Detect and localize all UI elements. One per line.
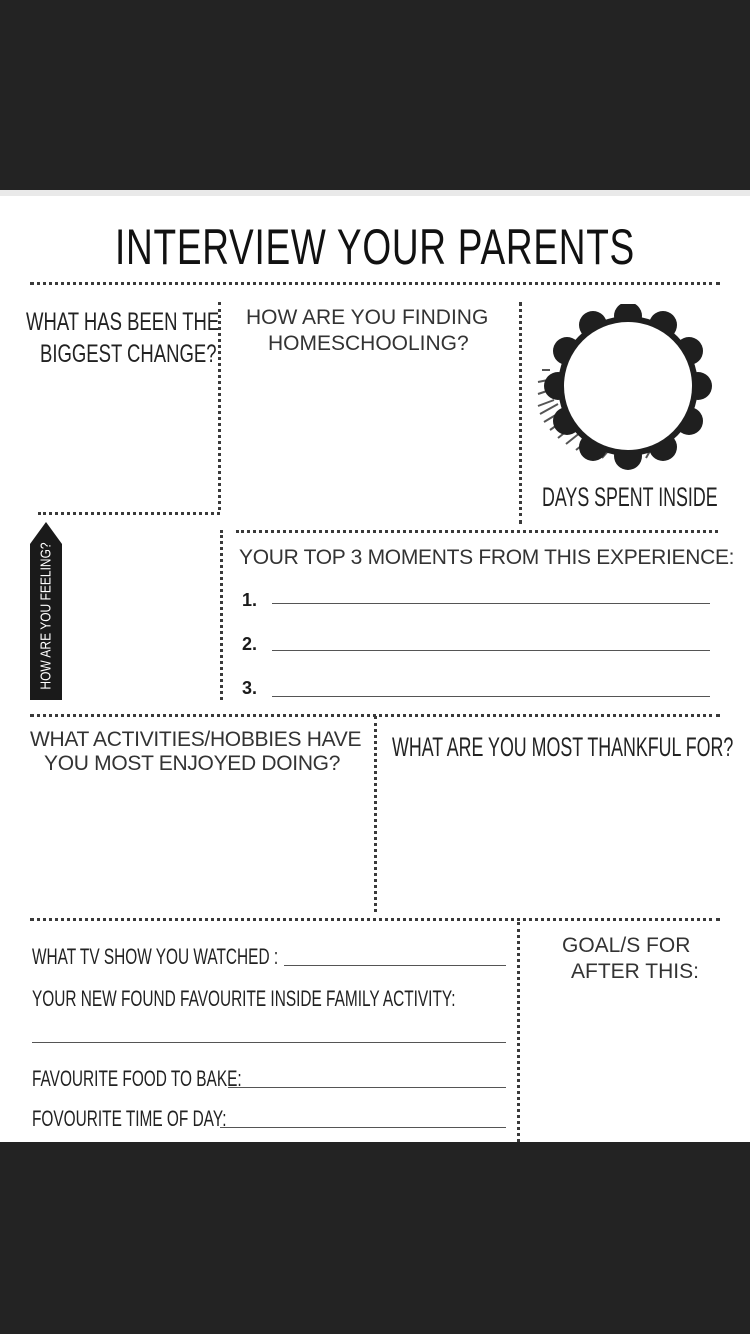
goals-line1: GOAL/S FOR: [562, 934, 691, 957]
moment-number-3: 3.: [242, 678, 258, 698]
time-of-day-label: FOVOURITE TIME OF DAY:: [32, 1106, 227, 1131]
days-counter-badge-icon: [532, 304, 716, 480]
moment-number-1: 1.: [242, 590, 258, 610]
homeschooling-line1: HOW ARE YOU FINDING: [246, 306, 489, 329]
moment-line-3[interactable]: [272, 696, 710, 697]
divider-h-moments: [236, 530, 718, 533]
moment-number-2: 2.: [242, 634, 258, 654]
top-moments-heading: YOUR TOP 3 MOMENTS FROM THIS EXPERIENCE:: [239, 546, 735, 569]
sheet-top-edge: [0, 190, 750, 196]
divider-v2: [519, 302, 522, 524]
divider-h-bottom: [30, 918, 720, 921]
family-activity-label: YOUR NEW FOUND FAVOURITE INSIDE FAMILY ACTIVITY:: [32, 986, 456, 1011]
activities-line1: WHAT ACTIVITIES/HOBBIES HAVE: [30, 728, 362, 751]
activities-line2: YOU MOST ENJOYED DOING?: [44, 752, 341, 775]
family-activity-line[interactable]: [32, 1042, 506, 1043]
biggest-change-line1: WHAT HAS BEEN THE: [26, 308, 220, 336]
days-spent-inside-label: DAYS SPENT INSIDE: [542, 482, 718, 512]
divider-v5: [517, 922, 520, 1142]
homeschooling-line2: HOMESCHOOLING?: [268, 332, 469, 355]
time-of-day-line[interactable]: [220, 1127, 506, 1128]
worksheet: [0, 190, 750, 1142]
biggest-change-line2: BIGGEST CHANGE?: [40, 340, 217, 368]
food-bake-line[interactable]: [228, 1087, 506, 1088]
divider-v1: [218, 302, 221, 510]
tv-show-label: WHAT TV SHOW YOU WATCHED :: [32, 944, 279, 969]
thankful-label: WHAT ARE YOU MOST THANKFUL FOR?: [392, 732, 734, 762]
page-title: INTERVIEW YOUR PARENTS: [115, 219, 635, 275]
moment-line-2[interactable]: [272, 650, 710, 651]
moment-line-1[interactable]: [272, 603, 710, 604]
title-divider: [30, 282, 720, 285]
food-bake-label: FAVOURITE FOOD TO BAKE:: [32, 1066, 242, 1091]
divider-v4: [374, 716, 377, 912]
feeling-label: HOW ARE YOU FEELING?: [37, 542, 55, 690]
divider-h-left: [38, 512, 220, 515]
top-dark-band: [0, 0, 750, 190]
bottom-dark-band: [0, 1142, 750, 1334]
divider-v3: [220, 530, 223, 700]
goals-line2: AFTER THIS:: [571, 960, 699, 983]
tv-show-line[interactable]: [284, 965, 506, 966]
